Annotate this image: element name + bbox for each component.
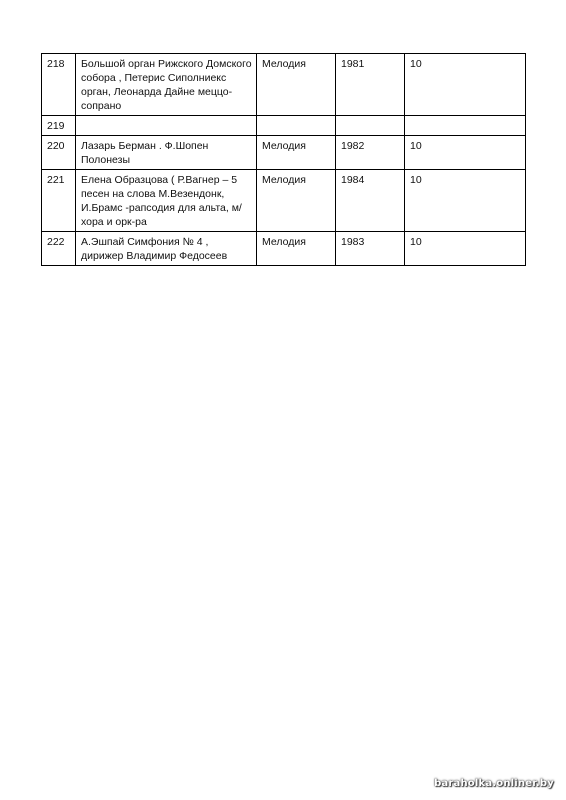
table-row	[42, 116, 526, 136]
record-year-cell	[336, 116, 405, 136]
record-title-cell: А.Эшпай Симфония № 4 , дирижер Владимир Федосеев	[76, 232, 257, 266]
record-year-cell: 1983	[336, 232, 405, 266]
record-title-cell	[76, 116, 257, 136]
table-row	[42, 170, 526, 232]
record-label-cell: Мелодия	[257, 136, 336, 170]
record-count-cell: 10	[405, 232, 526, 266]
record-label-cell: Мелодия	[257, 232, 336, 266]
record-title-cell: Елена Образцова ( Р.Вагнер – 5 песен на слова М.Везендонк, И.Брамс -рапсодия для альта, м/хора и орк-ра	[76, 170, 257, 232]
record-title-cell: Лазарь Берман . Ф.Шопен Полонезы	[76, 136, 257, 170]
table-row	[42, 54, 526, 116]
record-label-cell: Мелодия	[257, 54, 336, 116]
record-count-cell: 10	[405, 170, 526, 232]
record-label-cell: Мелодия	[257, 170, 336, 232]
row-number-cell: 220	[42, 136, 76, 170]
record-count-cell: 10	[405, 136, 526, 170]
row-number-cell: 222	[42, 232, 76, 266]
table-row	[42, 136, 526, 170]
record-catalog-table	[41, 53, 526, 266]
record-count-cell: 10	[405, 54, 526, 116]
site-watermark: baraholka.onliner.by	[434, 778, 554, 789]
row-number-cell: 219	[42, 116, 76, 136]
record-count-cell	[405, 116, 526, 136]
row-number-cell: 218	[42, 54, 76, 116]
record-title-cell: Большой орган Рижского Домского собора , Петерис Сиполниекс орган, Леонарда Дайне меццо-сопрано	[76, 54, 257, 116]
record-year-cell: 1981	[336, 54, 405, 116]
row-number-cell: 221	[42, 170, 76, 232]
record-label-cell	[257, 116, 336, 136]
record-year-cell: 1982	[336, 136, 405, 170]
record-year-cell: 1984	[336, 170, 405, 232]
table-row	[42, 232, 526, 266]
